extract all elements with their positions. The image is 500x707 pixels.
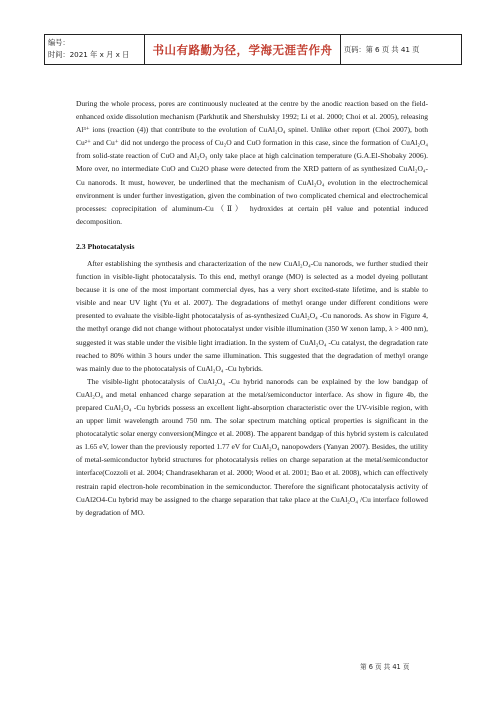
header-page-info: 页码：第 6 页 共 41 页 [344, 44, 420, 54]
number-label: 编号： [48, 38, 70, 47]
paragraph-1: During the whole process, pores are continuously nucleated at the centre by the anodic reaction based on the field-enhanced oxide dissolution mechanism (Parkhutik and Shershulsky 1992; Li et al. 2000; Choi et al. 2005), releasing Al³⁺ ions (reaction (4)) that contribute to the evolution of CuAl₂O₄ spinel. Unlike other report (Choi 2007), both Cu²⁺ and Cu⁺ did not undergo the process of Cu₂O and CuO formation in this case, since the formation of CuAl₂O₄ from solid-state reaction of CuO and Al₂O₃ only take place at high calcination temperature (G.A.El-Shobaky 2006). More over, no intermediate CuO and Cu2O phase were detected from the XRD pattern of as synthesized CuAl₂O₄-Cu nanorods. It must, however, be underlined that the mechanism of CuAl₂O₄ evolution in the electrochemical environment is under further investigation, given the combination of two complicated chemical and electrochemical processes: coprecipitation of aluminum-Cu（Ⅱ） hydroxides at certain pH value and potential induced decomposition. [76, 99, 428, 226]
page-footer: 第 6 页 共 41 页 [360, 663, 410, 671]
page-header [44, 34, 462, 65]
paragraph-2: After establishing the synthesis and characterization of the new CuAl₂O₄-Cu nanorods, we further studied their function in visible-light photocatalysis. To this end, methyl orange (MO) is selected as a model dyeing pollutant because it is one of the most important commercial dyes, has a very short excited-state lifetime, and is stable to visible and near UV light (Yu et al. 2007). The degradations of methyl orange under different conditions were presented to evaluate the visible-light photocatalysis of as-synthesized CuAl₂O₄ -Cu nanorods. As show in Figure 4, the methyl orange did not change without photocatalyst under visible illumination (350 W xenon lamp, λ > 400 nm), suggested it was stable under the visible light irradiation. In the system of CuAl₂O₄ -Cu catalyst, the degradation rate reached to 80% within 3 hours under the same illumination. This suggested that the degradation of methyl orange was mainly due to the photocatalysis of CuAl₂O₄ -Cu hybrids. [76, 258, 428, 373]
paragraph-3: The visible-light photocatalysis of CuAl₂O₄ -Cu hybrid nanorods can be explained by the low bandgap of CuAl₂O₄ and metal enhanced charge separation at the metal/semiconductor interface. As show in figure 4b, the prepared CuAl₂O₄ -Cu hybrids possess an excellent light-absorption characteristic over the UV-visible region, with an upper limit wavelength around 750 nm. The solar spectrum matching optical properties is significant in the photocatalytic solar energy conversion(Mingce et al. 2008). The apparent bandgap of this hybrid system is calculated as 1.65 eV, lower than the previously reported 1.77 eV for CuAl₂O₄ nanopowders (Yanyan 2007). Besides, the utility of metal-semiconductor hybrid structures for photocatalysis relies on charge separation at the metal/semiconductor interface(Cozzoli et al. 2004; Chandrasekharan et al. 2000; Wood et al. 2001; Bao et al. 2008), which can effectively restrain rapid electron-hole recombination in the semiconductor. Therefore the significant photocatalysis activity of CuAl2O4-Cu hybrid may be assigned to the charge separation that take place at the CuAl₂O₄ /Cu interface followed by degradation of MO. [76, 376, 428, 517]
header-motto: 书山有路勤为径，学海无涯苦作舟 [145, 35, 341, 64]
time-label: 时间：2021 年 x 月 x 日 [48, 50, 130, 59]
header-left-cell [45, 35, 145, 64]
section-heading-photocatalysis: 2.3 Photocatalysis [76, 241, 135, 251]
document-body [76, 97, 428, 519]
paragraph-gap [76, 228, 428, 238]
